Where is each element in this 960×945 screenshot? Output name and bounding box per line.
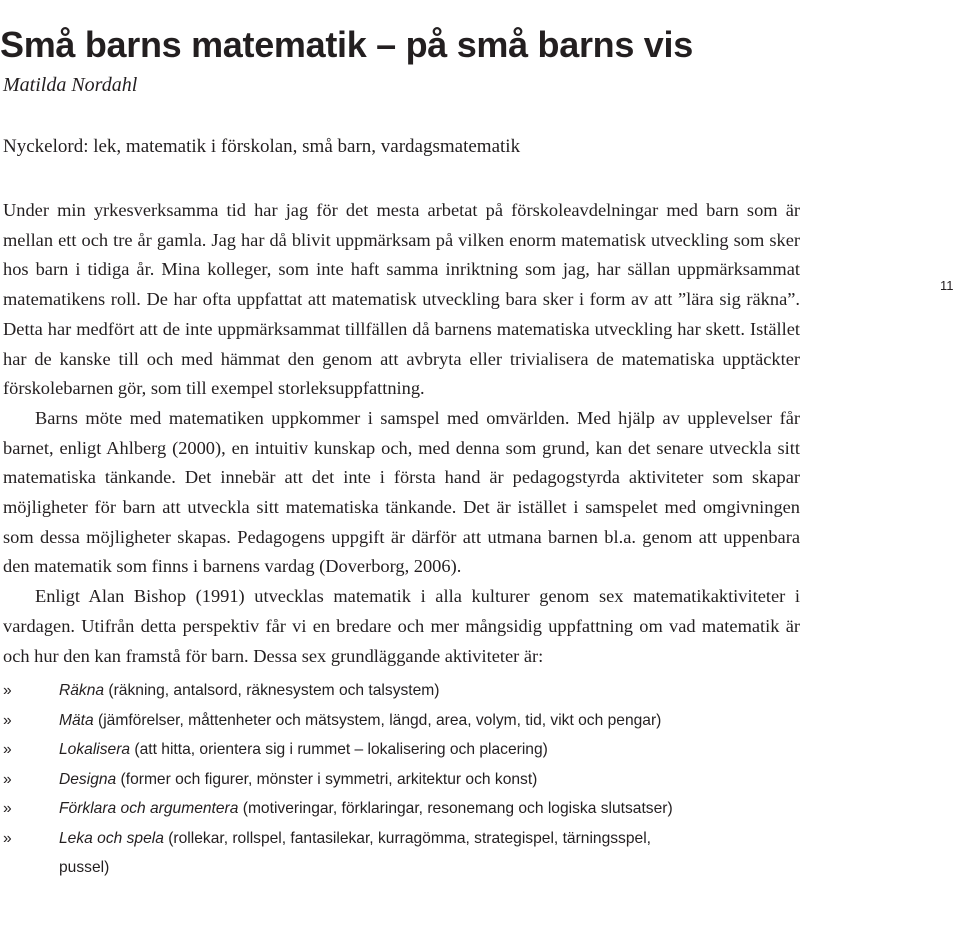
list-item: [3, 676, 693, 706]
article-body: [3, 196, 800, 671]
paragraph-bishop: Enligt Alan Bishop (1991) utvecklas matematik i alla kulturer genom sex matematikaktiviteter i vardagen. Utifrån detta perspektiv får vi en bredare och mer mångsidig uppfattning om vad matematik är och hur den kan framstå för barn. Dessa sex grundläggande aktiviteter är:: [3, 586, 800, 666]
activity-description: (jämförelser, måttenheter och mätsystem, längd, area, volym, tid, vikt och pengar): [93, 711, 662, 729]
list-item: [3, 735, 693, 765]
bullet-marker: »: [3, 770, 12, 788]
activity-term: Räkna: [59, 682, 105, 699]
activity-term: Lokalisera: [59, 741, 131, 758]
activity-list: [3, 676, 693, 883]
page-number: 11: [940, 278, 954, 293]
activity-description: (att hitta, orientera sig i rummet – lokalisering och placering): [130, 741, 548, 758]
activity-description: (former och figurer, mönster i symmetri, arkitektur och konst): [116, 770, 538, 788]
bullet-marker: »: [3, 829, 12, 847]
list-item: [3, 824, 693, 883]
activity-term: Designa: [59, 770, 117, 788]
paragraph-encounter: Barns möte med matematiken uppkommer i samspel med omvärlden. Med hjälp av upplevelser får barnet, enligt Ahlberg (2000), en intuitiv kunskap och, med denna som grund, kan det senare utveckla sitt matematiska tänkande. Det innebär att det inte i första hand är pedagogstyrda aktiviteter som skapar möjligheter för barn att utveckla sitt matematiska tänkande. Det är istället i samspelet med omgivningen som dessa möjligheter skapas. Pedagogens uppgift är därför att utmana barnen bl.a. genom att uppenbara den matematik som finns i barnens vardag (Doverborg, 2006).: [3, 407, 800, 577]
activity-description: (räkning, antalsord, räknesystem och talsystem): [104, 682, 440, 699]
author-name: Matilda Nordahl: [3, 74, 138, 96]
activity-term: Förklara och argumentera: [59, 800, 239, 817]
activity-description: (rollekar, rollspel, fantasilekar, kurragömma, strategispel, tärningsspel, pussel): [59, 829, 651, 876]
bullet-marker: »: [3, 741, 12, 758]
activity-term: Mäta: [59, 711, 94, 729]
list-item: [3, 794, 693, 824]
bullet-marker: »: [3, 800, 12, 817]
paragraph-intro: Under min yrkesverksamma tid har jag för det mesta arbetat på förskoleavdelningar med barn som är mellan ett och tre år gamla. Jag har då blivit uppmärksam på vilken enorm matematisk utveckling som sker hos barn i tidiga år. Mina kolleger, som inte haft samma inriktning som jag, har sällan uppmärksammat matematikens roll. De har ofta uppfattat att matematisk utveckling bara sker i form av att ”lära sig räkna”. Detta har medfört att de inte uppmärksammat tillfällen då barnens matematiska utveckling har skett. Istället har de kanske till och med hämmat den genom att avbryta eller trivialisera de matematiska upptäckter förskolebarnen gör, som till exempel storleksuppfattning.: [3, 200, 800, 399]
bullet-marker: »: [3, 682, 12, 699]
keywords-line: Nyckelord: lek, matematik i förskolan, små barn, vardagsmatematik: [3, 136, 521, 157]
activity-description: (motiveringar, förklaringar, resonemang och logiska slutsatser): [238, 800, 673, 817]
article-title: Små barns matematik – på små barns vis: [0, 24, 693, 66]
bullet-marker: »: [3, 711, 12, 729]
list-item: [3, 765, 693, 795]
list-item: [3, 706, 693, 736]
activity-term: Leka och spela: [59, 829, 164, 847]
